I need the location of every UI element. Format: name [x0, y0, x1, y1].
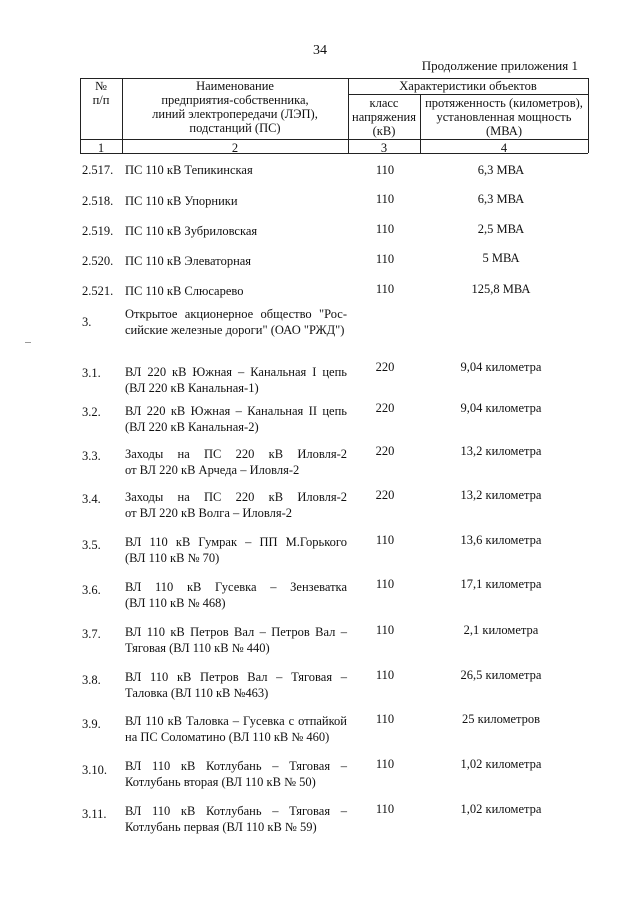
row-voltage: 110	[375, 577, 395, 591]
row-name-line: ВЛ 110 кВ Петров Вал – Петров Вал –	[125, 625, 347, 639]
row-number: 3.6.	[82, 583, 101, 597]
column-divider	[122, 78, 123, 153]
header-voltage	[348, 96, 420, 138]
row-number: 2.518.	[82, 194, 114, 208]
row-name: ПС 110 кВ Элеваторная	[125, 254, 252, 268]
header-voltage-line: (кВ)	[372, 124, 396, 138]
row-number: 2.517.	[82, 163, 114, 177]
row-name	[125, 306, 347, 338]
row-number: 3.4.	[82, 492, 101, 506]
row-name-line: ВЛ 220 кВ Южная – Канальная II цепь	[125, 404, 347, 418]
row-number: 3.3.	[82, 449, 101, 463]
row-name-line: от ВЛ 220 кВ Арчеда – Иловля-2	[125, 463, 300, 477]
row-number: 3.7.	[82, 627, 101, 641]
row-name-line: ВЛ 220 кВ Южная – Канальная I цепь	[125, 365, 347, 379]
row-name: ПС 110 кВ Упорники	[125, 194, 238, 208]
row-name	[125, 403, 347, 435]
row-name	[125, 758, 347, 790]
row-value: 6,3 МВА	[477, 192, 525, 206]
row-number: 3.9.	[82, 717, 101, 731]
row-voltage: 110	[375, 623, 395, 637]
header-value-line: установленная мощность	[436, 110, 572, 124]
row-voltage: 220	[375, 360, 395, 374]
header-name-line: линий электропередачи (ЛЭП),	[152, 107, 318, 121]
row-name-line: Котлубань первая (ВЛ 110 кВ № 59)	[125, 820, 317, 834]
row-value: 13,2 километра	[460, 444, 542, 458]
header-value-line: протяженность (километров),	[425, 96, 583, 110]
row-name: ПС 110 кВ Слюсарево	[125, 284, 244, 298]
row-value: 2,5 МВА	[477, 222, 525, 236]
header-group: Характеристики объектов	[399, 79, 537, 93]
row-value: 125,8 МВА	[471, 282, 531, 296]
row-value: 9,04 километра	[460, 360, 542, 374]
row-value: 13,2 километра	[460, 488, 542, 502]
page-number: 34	[313, 43, 327, 58]
margin-mark	[25, 342, 31, 343]
group-divider	[348, 94, 588, 95]
row-name-line: (ВЛ 220 кВ Канальная-1)	[125, 381, 259, 395]
row-voltage: 220	[375, 444, 395, 458]
row-name	[125, 579, 347, 611]
header-voltage-line: класс	[369, 96, 399, 110]
row-voltage: 110	[375, 282, 395, 296]
row-name-line: ВЛ 110 кВ Гумрак – ПП М.Горького	[125, 535, 347, 549]
row-name-line: ВЛ 110 кВ Петров Вал – Тяговая –	[125, 670, 347, 684]
row-name-line: (ВЛ 110 кВ № 468)	[125, 596, 226, 610]
table-left-border	[80, 78, 81, 153]
row-value: 2,1 километра	[463, 623, 539, 637]
row-name	[125, 713, 347, 745]
row-value: 25 километров	[461, 712, 541, 726]
row-number: 3.11.	[82, 807, 107, 821]
row-voltage: 110	[375, 668, 395, 682]
row-name	[125, 669, 347, 701]
row-value: 17,1 километра	[460, 577, 542, 591]
row-voltage: 110	[375, 252, 395, 266]
row-name-line: сийские железные дороги" (ОАО "РЖД")	[125, 323, 345, 337]
row-voltage: 110	[375, 802, 395, 816]
column-divider	[348, 78, 349, 153]
header-voltage-line: напряжения	[352, 110, 416, 124]
row-name-line: Таловка (ВЛ 110 кВ №463)	[125, 686, 269, 700]
row-name-line: Открытое акционерное общество "Рос-	[125, 307, 347, 321]
row-number: 2.520.	[82, 254, 114, 268]
row-name-line: от ВЛ 220 кВ Волга – Иловля-2	[125, 506, 293, 520]
row-value: 9,04 километра	[460, 401, 542, 415]
continuation-note: Продолжение приложения 1	[421, 58, 578, 73]
index-2: 2	[231, 141, 239, 155]
row-voltage: 110	[375, 163, 395, 177]
row-voltage: 110	[375, 192, 395, 206]
row-voltage: 110	[375, 533, 395, 547]
row-number: 3.	[82, 315, 92, 329]
row-name-line: ВЛ 110 кВ Котлубань – Тяговая –	[125, 804, 347, 818]
row-name	[125, 489, 347, 521]
row-number: 3.10.	[82, 763, 107, 777]
row-name	[125, 534, 347, 566]
row-number: 2.521.	[82, 284, 114, 298]
row-value: 6,3 МВА	[477, 163, 525, 177]
row-number: 2.519.	[82, 224, 114, 238]
header-name-line: предприятия-собственника,	[161, 93, 309, 107]
header-name-line: подстанций (ПС)	[189, 121, 281, 135]
header-value-line: (МВА)	[485, 124, 523, 138]
row-name-line: ВЛ 110 кВ Таловка – Гусевка с отпайкой	[125, 714, 347, 728]
row-voltage: 110	[375, 222, 395, 236]
row-number: 3.1.	[82, 366, 101, 380]
row-name-line: ВЛ 110 кВ Гусевка – Зензеватка	[125, 580, 347, 594]
row-name-line: (ВЛ 110 кВ № 70)	[125, 551, 220, 565]
header-name	[122, 79, 348, 135]
row-value: 5 МВА	[482, 251, 520, 265]
row-number: 3.8.	[82, 673, 101, 687]
row-name-line: Заходы на ПС 220 кВ Иловля-2	[125, 490, 347, 504]
row-name-line: (ВЛ 220 кВ Канальная-2)	[125, 420, 259, 434]
header-bottom-border	[80, 139, 588, 140]
row-name	[125, 803, 347, 835]
index-row-bottom-border	[80, 153, 588, 154]
table-top-border	[80, 78, 588, 79]
header-num-line: №	[95, 79, 107, 93]
row-voltage: 220	[375, 488, 395, 502]
row-name	[125, 364, 347, 396]
row-name	[125, 446, 347, 478]
header-name-line: Наименование	[196, 79, 274, 93]
row-name: ПС 110 кВ Зубриловская	[125, 224, 258, 238]
row-voltage: 110	[375, 712, 395, 726]
index-4: 4	[500, 141, 508, 155]
index-1: 1	[97, 141, 105, 155]
row-name: ПС 110 кВ Тепикинская	[125, 163, 253, 177]
row-name-line: Заходы на ПС 220 кВ Иловля-2	[125, 447, 347, 461]
header-num	[80, 79, 122, 107]
index-3: 3	[380, 141, 388, 155]
row-name-line: Тяговая (ВЛ 110 кВ № 440)	[125, 641, 270, 655]
header-value	[420, 96, 588, 138]
row-voltage: 220	[375, 401, 395, 415]
header-num-line: п/п	[92, 93, 110, 107]
row-voltage: 110	[375, 757, 395, 771]
row-value: 13,6 километра	[460, 533, 542, 547]
row-value: 1,02 километра	[460, 757, 542, 771]
column-divider	[420, 94, 421, 153]
row-number: 3.2.	[82, 405, 101, 419]
row-number: 3.5.	[82, 538, 101, 552]
row-name-line: Котлубань вторая (ВЛ 110 кВ № 50)	[125, 775, 316, 789]
row-name-line: на ПС Соломатино (ВЛ 110 кВ № 460)	[125, 730, 330, 744]
row-name	[125, 624, 347, 656]
row-value: 1,02 километра	[460, 802, 542, 816]
table-right-border	[588, 78, 589, 153]
row-name-line: ВЛ 110 кВ Котлубань – Тяговая –	[125, 759, 347, 773]
row-value: 26,5 километра	[460, 668, 542, 682]
